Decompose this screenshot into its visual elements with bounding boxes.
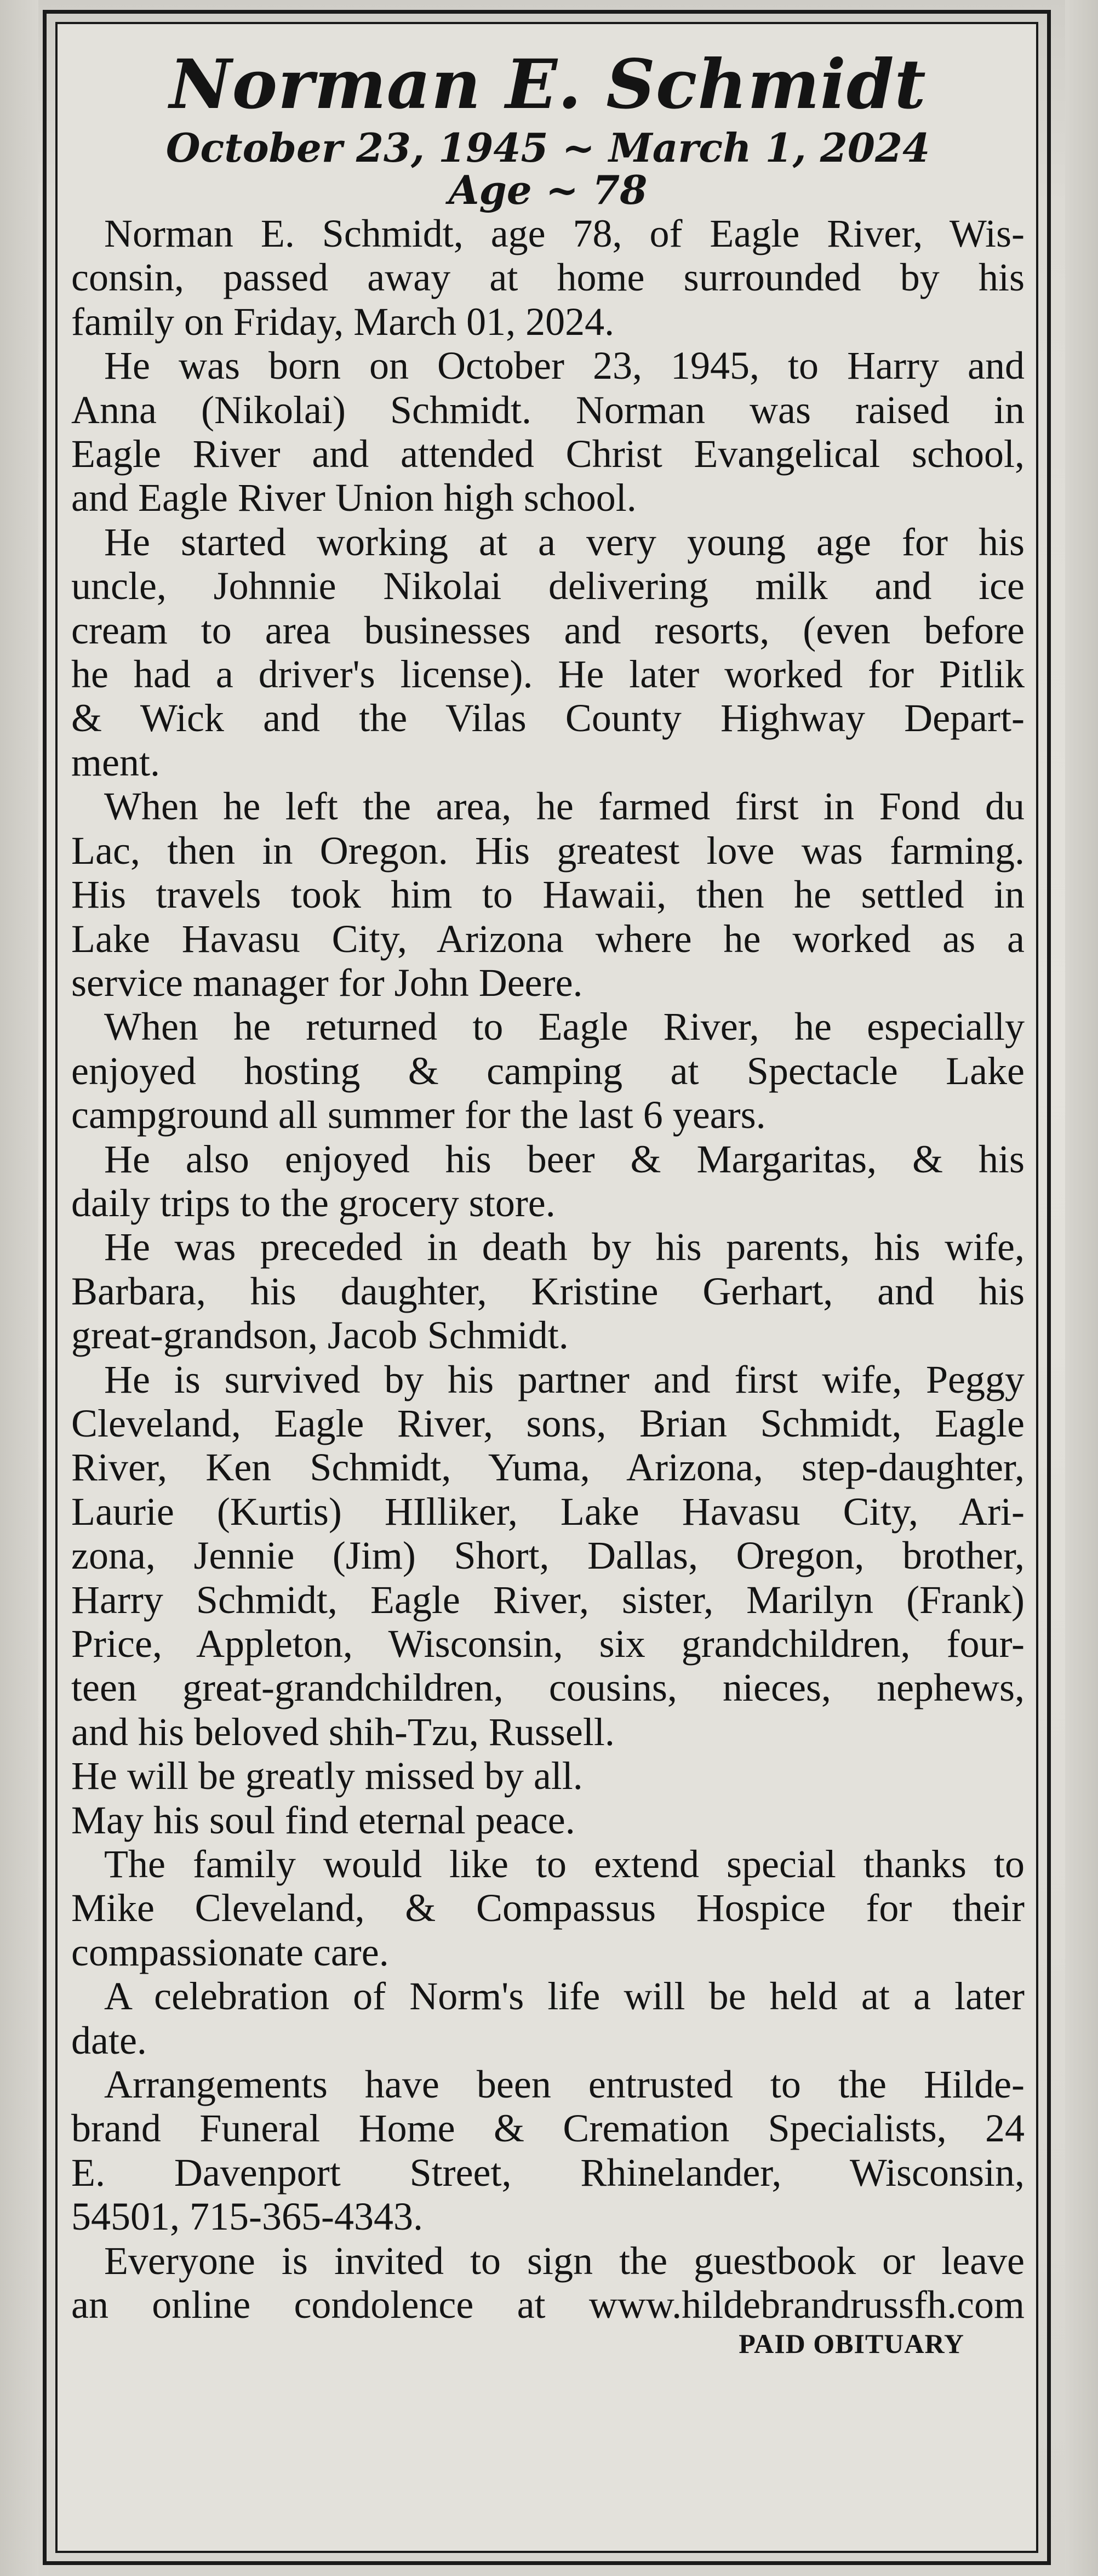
obituary-line: He started working at a very young age for his: [104, 520, 1025, 564]
obituary-line: great-grandson, Jacob Schmidt.: [71, 1313, 569, 1358]
obituary-line: Anna (Nikolai) Schmidt. Norman was raised in: [71, 387, 1025, 432]
obituary-line: Eagle River and attended Christ Evangelical school,: [71, 432, 1025, 476]
obituary-line: campground all summer for the last 6 years.: [71, 1093, 766, 1137]
adjacent-column-left: [0, 0, 38, 2576]
obituary-line: Norman E. Schmidt, age 78, of Eagle River, Wis-: [104, 212, 1025, 255]
obituary-line: River, Ken Schmidt, Yuma, Arizona, step-daughter,: [71, 1445, 1025, 1490]
obituary-line: Price, Appleton, Wisconsin, six grandchildren, four-: [71, 1622, 1025, 1666]
obituary-line: He was born on October 23, 1945, to Harry and: [104, 344, 1025, 388]
obituary-line: The family would like to extend special thanks to: [104, 1842, 1025, 1887]
obituary-line: family on Friday, March 01, 2024.: [71, 299, 615, 344]
obituary-line: cream to area businesses and resorts, (even before: [71, 608, 1025, 652]
obituary-line: zona, Jennie (Jim) Short, Dallas, Oregon, brother,: [71, 1534, 1025, 1578]
obituary-line: Harry Schmidt, Eagle River, sister, Marilyn (Frank): [71, 1577, 1025, 1622]
obituary-line: A celebration of Norm's life will be held at a later: [104, 1974, 1025, 2019]
obituary-line: He will be greatly missed by all.: [71, 1754, 583, 1798]
obituary-line: Mike Cleveland, & Compassus Hospice for their: [71, 1886, 1025, 1930]
obituary-line: Everyone is invited to sign the guestbook or leave: [104, 2238, 1025, 2283]
obituary-line: and his beloved shih-Tzu, Russell.: [71, 1709, 615, 1754]
obituary-line: Arrangements have been entrusted to the Hilde-: [104, 2062, 1025, 2107]
obituary-notice: [71, 44, 1025, 2360]
obituary-line: & Wick and the Vilas County Highway Depart-: [71, 696, 1025, 740]
obituary-line: Laurie (Kurtis) HIlliker, Lake Havasu City, Ari-: [71, 1489, 1025, 1534]
obituary-line: and Eagle River Union high school.: [71, 476, 637, 520]
obituary-line: date.: [71, 2018, 147, 2062]
obituary-line: He is survived by his partner and first wife, Peggy: [104, 1357, 1025, 1401]
age-line: Age ~ 78: [448, 167, 648, 213]
obituary-line: He was preceded in death by his parents, his wife,: [104, 1225, 1025, 1269]
obituary-line: His travels took him to Hawaii, then he settled in: [71, 873, 1025, 917]
obituary-line: enjoyed hosting & camping at Spectacle Lake: [71, 1048, 1025, 1093]
obituary-line: Cleveland, Eagle River, sons, Brian Schmidt, Eagle: [71, 1401, 1025, 1445]
obituary-line: Barbara, his daughter, Kristine Gerhart, and his: [71, 1269, 1025, 1313]
obituary-line: He also enjoyed his beer & Margaritas, & his: [104, 1137, 1025, 1181]
obituary-line: Lake Havasu City, Arizona where he worked as a: [71, 916, 1025, 961]
obituary-line: uncle, Johnnie Nikolai delivering milk and ice: [71, 564, 1025, 608]
obituary-line: compassionate care.: [71, 1930, 389, 1974]
obituary-line: E. Davenport Street, Rhinelander, Wisconsin,: [71, 2150, 1025, 2195]
obituary-body: [71, 212, 1025, 2327]
adjacent-column-right: [1065, 0, 1098, 2576]
obituary-line: 54501, 715-365-4343.: [71, 2195, 423, 2239]
obituary-line: May his soul find eternal peace.: [71, 1798, 575, 1842]
obituary-line: ment.: [71, 740, 160, 784]
obituary-line: daily trips to the grocery store.: [71, 1181, 556, 1225]
obituary-line: consin, passed away at home surrounded by his: [71, 255, 1025, 300]
obituary-line: Lac, then in Oregon. His greatest love was farming.: [71, 828, 1025, 873]
obituary-line: he had a driver's license). He later worked for Pitlik: [71, 652, 1025, 697]
obituary-line: brand Funeral Home & Cremation Specialists, 24: [71, 2106, 1025, 2151]
obituary-line: When he left the area, he farmed first in Fond du: [104, 784, 1025, 829]
life-dates: October 23, 1945 ~ March 1, 2024: [165, 124, 930, 171]
obituary-line: an online condolence at www.hildebrandrussfh.com: [71, 2283, 1025, 2327]
obituary-line: teen great-grandchildren, cousins, nieces, nephews,: [71, 1666, 1025, 1710]
obituary-line: service manager for John Deere.: [71, 960, 583, 1005]
obituary-line: When he returned to Eagle River, he especially: [104, 1005, 1025, 1049]
paid-obituary-label: PAID OBITUARY: [739, 2328, 964, 2359]
deceased-name: Norman E. Schmidt: [169, 45, 927, 124]
